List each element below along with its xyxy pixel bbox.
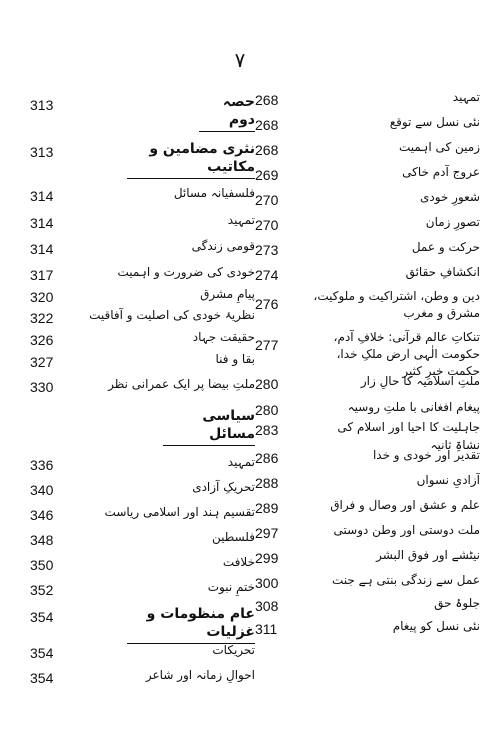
entry-title: حرکت و عمل [411, 240, 480, 254]
entry-title: شعورِ خودی [419, 190, 480, 204]
entry-title: دین و وطن، اشتراکیت و ملوکیت، مشرق و مغرب [313, 289, 480, 320]
toc-entry [255, 521, 480, 547]
toc-entry [255, 138, 480, 164]
section-heading [30, 93, 255, 128]
entry-title: خودی کی ضرورت و اہمیت [117, 265, 255, 279]
toc-entry [255, 546, 480, 572]
entry-title: نئی نسل کو پیغام [392, 619, 480, 633]
entry-page: 270 [255, 192, 279, 208]
entry-title: تمہید [227, 455, 255, 469]
section-heading-title: نثری مضامین و مکاتیب [127, 140, 255, 179]
entry-title: عمل سے زندگی بنتی ہے جنت [332, 573, 480, 587]
section-heading [30, 605, 255, 640]
entry-page: 320 [30, 289, 54, 305]
entry-page: 348 [30, 532, 54, 548]
toc-entry [255, 617, 480, 643]
entry-page: 330 [30, 379, 54, 395]
toc-entry [30, 528, 255, 554]
entry-page: 280 [255, 402, 279, 418]
entry-page: 354 [30, 670, 54, 686]
entry-title: نظریۂ خودی کی اصلیت و آفاقیت [89, 308, 255, 322]
toc-entry [255, 238, 480, 264]
entry-title: جلوۂ حق [434, 596, 480, 610]
entry-page: 283 [255, 422, 279, 438]
toc-entry [30, 375, 255, 401]
entry-title: تمہید [452, 90, 480, 104]
entry-page: 268 [255, 117, 279, 133]
entry-page: 300 [255, 575, 279, 591]
toc-entry [255, 418, 480, 452]
toc-entry [30, 184, 255, 210]
entry-page: 314 [30, 215, 54, 231]
entry-title: انکشافِ حقائق [405, 265, 480, 279]
entry-page: 280 [255, 376, 279, 392]
entry-title: ملتِ بیضا پر ایک عمرانی نظر [108, 377, 255, 391]
entry-page: 269 [255, 167, 279, 183]
toc-entry [255, 496, 480, 522]
toc-entry [255, 471, 480, 497]
entry-page: 326 [30, 332, 54, 348]
entry-title: ملتِ اسلامیہ کا حالِ زار [360, 374, 480, 388]
entry-page: 273 [255, 242, 279, 258]
toc-entry [30, 211, 255, 237]
entry-title: تحریکِ آزادی [192, 480, 255, 494]
entry-page: 354 [30, 645, 54, 661]
toc-entry [30, 553, 255, 579]
entry-title: نئی نسل سے توقع [389, 115, 480, 129]
entry-title: جاہلیت کا احیا اور اسلام کی نشاۃِ ثانیہ [337, 420, 480, 452]
entry-title: تنکاتِ عالم قرآنی: خلافِ آدم، حکومت الٰہی ارض ملکِ خدا، حکمت خیرِ کثیر [333, 330, 480, 378]
entry-title: فلسطین [211, 530, 255, 544]
entry-title: آزادیِ نسواں [416, 473, 480, 487]
entry-title: نیٹشے اور فوق البشر [376, 548, 480, 562]
entry-page: 314 [30, 241, 54, 257]
section-heading [30, 140, 255, 175]
entry-title: تمہید [227, 213, 255, 227]
entry-page: 268 [255, 92, 279, 108]
entry-title: زمین کی اہمیت [398, 140, 480, 154]
section-heading-title: حصہ دوم [199, 93, 255, 132]
entry-title: ختمِ نبوت [207, 580, 255, 594]
toc-right-column [255, 0, 480, 742]
entry-page: 286 [255, 450, 279, 466]
entry-title: ملت دوستی اور وطن دوستی [333, 523, 480, 537]
entry-page: 346 [30, 507, 54, 523]
toc-entry [255, 213, 480, 239]
toc-entry [255, 188, 480, 214]
entry-page: 270 [255, 217, 279, 233]
entry-page: 322 [30, 310, 54, 326]
entry-page: 327 [30, 354, 54, 370]
entry-page: 297 [255, 525, 279, 541]
toc-entry [30, 237, 255, 263]
entry-page: 313 [30, 97, 54, 113]
toc-entry [255, 289, 480, 320]
entry-page: 311 [255, 621, 278, 637]
entry-page: 274 [255, 267, 279, 283]
toc-entry [255, 263, 480, 289]
entry-page: 313 [30, 144, 54, 160]
entry-title: پیغام افغانی با ملتِ روسیہ [347, 400, 480, 414]
entry-title: پیامِ مشرق [200, 287, 255, 301]
entry-page: 336 [30, 457, 54, 473]
entry-page: 314 [30, 188, 54, 204]
toc-entry [255, 446, 480, 472]
entry-page: 289 [255, 500, 279, 516]
toc-entry [30, 478, 255, 504]
entry-page: 288 [255, 475, 279, 491]
entry-title: خلافت [222, 555, 255, 569]
toc-entry [255, 163, 480, 189]
toc-entry [30, 453, 255, 479]
entry-title: تقسیم ہند اور اسلامی ریاست [104, 505, 255, 519]
toc-left-column [30, 0, 255, 742]
toc-entry [255, 113, 480, 139]
toc-entry [255, 372, 480, 398]
toc-entry [255, 330, 480, 378]
entry-page: 350 [30, 557, 54, 573]
entry-page: 340 [30, 482, 54, 498]
page-number: ۷ [234, 48, 246, 72]
toc-entry [30, 503, 255, 529]
toc-entry [30, 350, 255, 376]
entry-title: احوالِ زمانہ اور شاعر [145, 668, 255, 682]
section-heading-title: سیاسی مسائل [163, 407, 255, 446]
entry-title: تصورِ زمان [425, 215, 480, 229]
toc-entry [255, 88, 480, 114]
entry-title: علم و عشق اور وصال و فراق [330, 498, 480, 512]
section-heading [30, 407, 255, 442]
entry-page: 277 [255, 337, 279, 353]
toc-entry [30, 666, 255, 692]
section-heading-title: عام منظومات و غزلیات [127, 605, 255, 644]
entry-title: عروج آدم خاکی [402, 165, 480, 179]
entry-title: بقا و فنا [215, 352, 255, 366]
entry-title: تقدیر اور خودی و خدا [372, 448, 480, 462]
entry-page: 308 [255, 598, 279, 614]
toc-entry [30, 578, 255, 604]
entry-title: حقیقت جہاد [192, 330, 255, 344]
entry-page: 354 [30, 609, 54, 625]
entry-page: 276 [255, 296, 279, 312]
entry-page: 299 [255, 550, 279, 566]
entry-title: فلسفیانہ مسائل [173, 186, 255, 200]
entry-page: 268 [255, 142, 279, 158]
entry-page: 317 [30, 267, 54, 283]
entry-title: تحریکات [212, 643, 255, 657]
entry-page: 352 [30, 582, 54, 598]
entry-title: قومی زندگی [191, 239, 255, 253]
toc-entry [30, 641, 255, 667]
